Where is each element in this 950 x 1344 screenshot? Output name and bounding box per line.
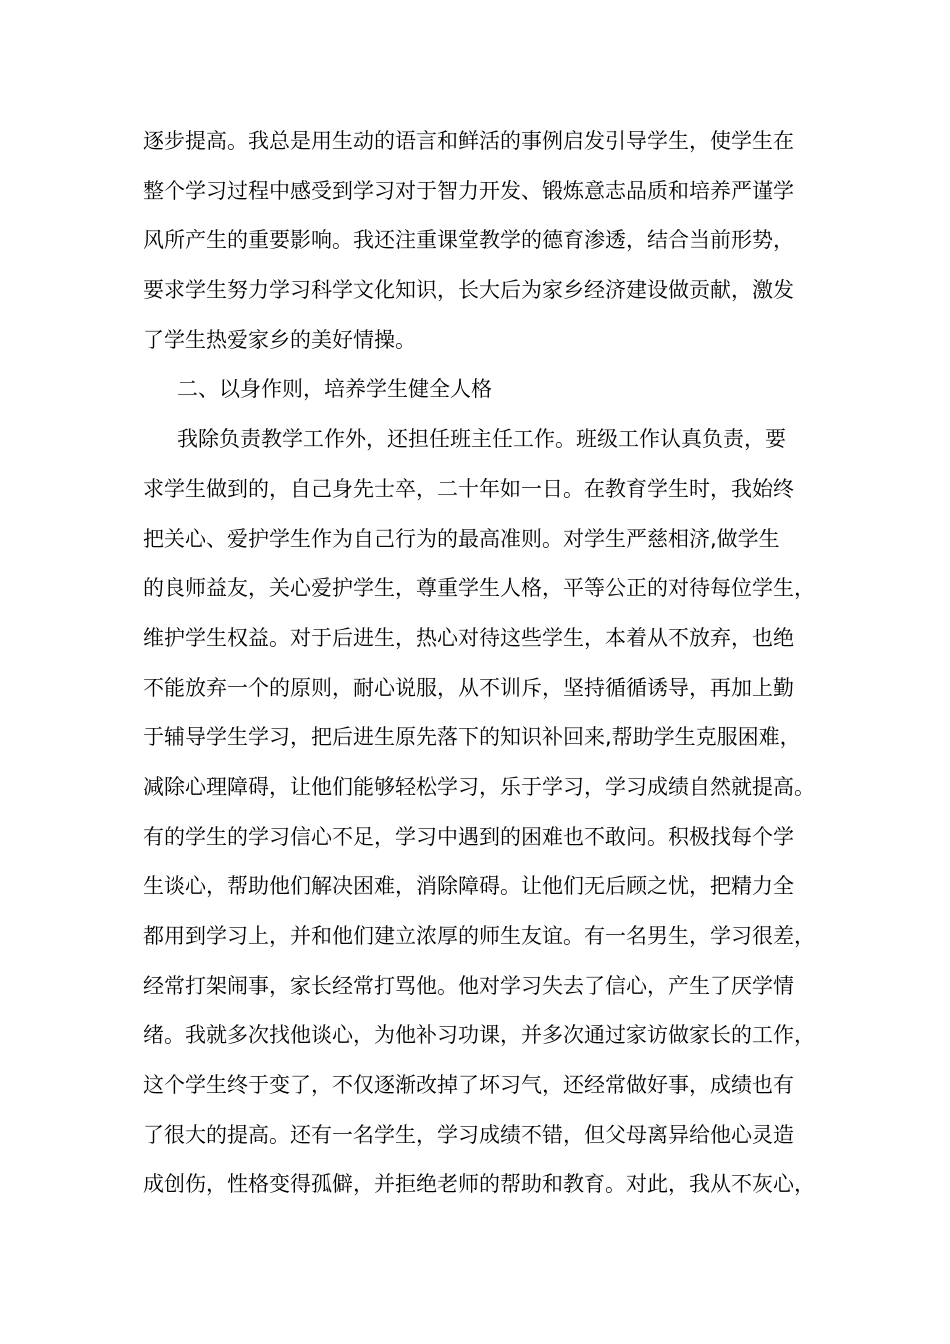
text-line: 生谈心，帮助他们解决困难，消除障碍。让他们无后顾之忧，把精力全 [143, 874, 794, 898]
text-line: 了学生热爱家乡的美好情操。 [143, 328, 416, 352]
text-line: 经常打架闹事，家长经常打骂他。他对学习失去了信心，产生了厌学情 [143, 974, 794, 998]
text-line: 逐步提高。我总是用生动的语言和鲜活的事例启发引导学生，使学生在 [143, 129, 794, 153]
section-heading: 二、以身作则，培养学生健全人格 [177, 377, 492, 401]
text-line: 这个学生终于变了，不仅逐渐改掉了坏习气，还经常做好事，成绩也有 [143, 1073, 794, 1097]
text-line: 我除负责教学工作外，还担任班主任工作。班级工作认真负责，要 [177, 427, 786, 451]
text-line: 的良师益友，关心爱护学生，尊重学生人格，平等公正的对待每位学生， [143, 576, 815, 600]
text-line: 不能放弃一个的原则，耐心说服，从不训斥，坚持循循诱导，再加上勤 [143, 676, 794, 700]
text-line: 成创伤，性格变得孤僻，并拒绝老师的帮助和教育。对此，我从不灰心， [143, 1172, 815, 1196]
text-line: 有的学生的学习信心不足，学习中遇到的困难也不敢问。积极找每个学 [143, 825, 794, 849]
text-line: 维护学生权益。对于后进生，热心对待这些学生，本着从不放弃，也绝 [143, 626, 794, 650]
text-line: 了很大的提高。还有一名学生，学习成绩不错，但父母离异给他心灵造 [143, 1123, 794, 1147]
text-line: 于辅导学生学习，把后进生原先落下的知识补回来,帮助学生克服困难， [143, 725, 801, 749]
text-line: 要求学生努力学习科学文化知识，长大后为家乡经济建设做贡献，激发 [143, 278, 794, 302]
text-line: 都用到学习上，并和他们建立浓厚的师生友谊。有一名男生，学习很差， [143, 924, 815, 948]
text-line: 减除心理障碍，让他们能够轻松学习，乐于学习，学习成绩自然就提高。 [143, 775, 815, 799]
text-line: 求学生做到的，自己身先士卒，二十年如一日。在教育学生时，我始终 [143, 477, 794, 501]
text-line: 风所产生的重要影响。我还注重课堂教学的德育渗透，结合当前形势， [143, 228, 794, 252]
text-line: 绪。我就多次找他谈心，为他补习功课，并多次通过家访做家长的工作， [143, 1023, 815, 1047]
text-line: 把关心、爱护学生作为自己行为的最高准则。对学生严慈相济,做学生 [143, 527, 780, 551]
text-line: 整个学习过程中感受到学习对于智力开发、锻炼意志品质和培养严谨学 [143, 179, 794, 203]
